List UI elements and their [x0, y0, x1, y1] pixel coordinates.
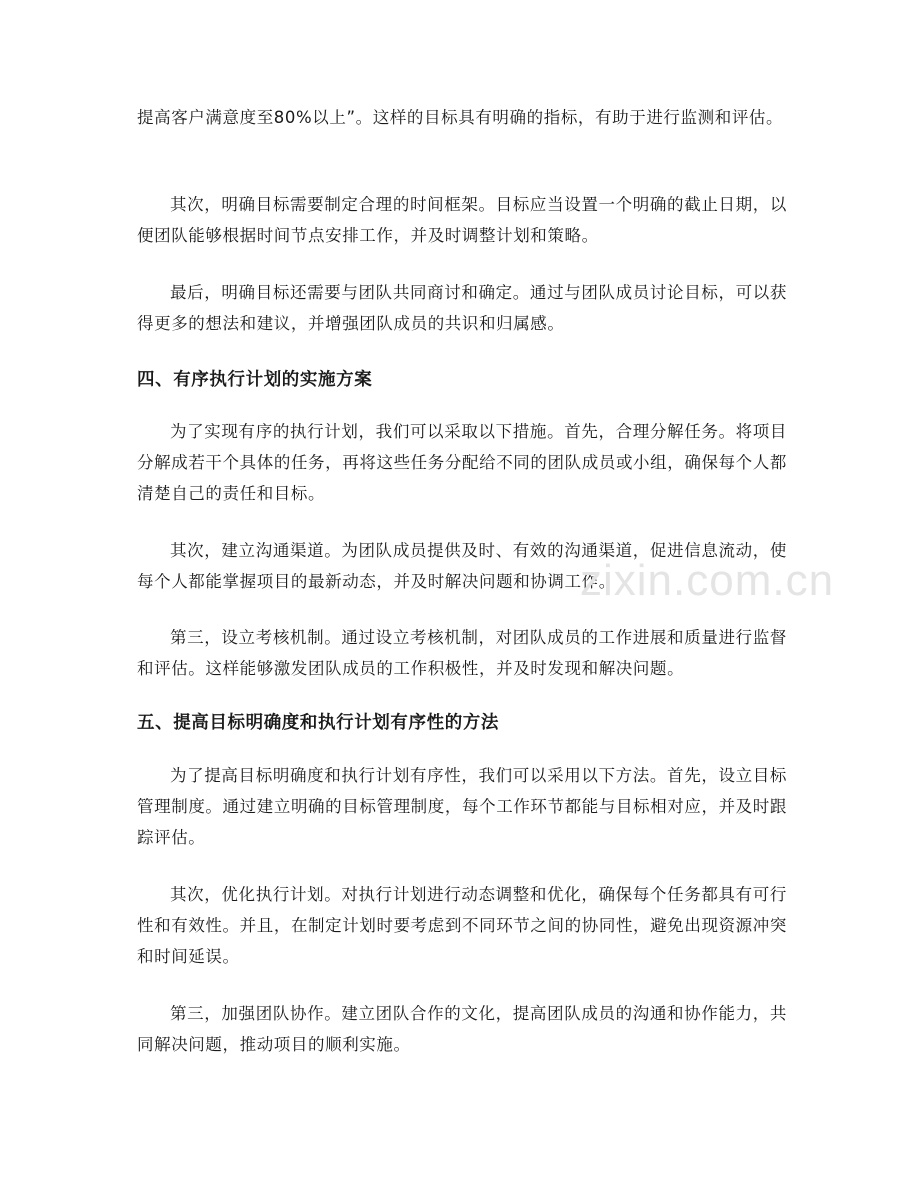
watermark: zixin.com.cn — [580, 556, 835, 605]
paragraph-time-frame: 其次，明确目标需要制定合理的时间框架。目标应当设置一个明确的截止日期，以便团队能够根据时间节点安排工作，并及时调整计划和策略。 — [137, 195, 787, 245]
paragraph-optimize-plan: 其次，优化执行计划。对执行计划进行动态调整和优化，确保每个任务都具有可行性和有效性。并且，在制定计划时要考虑到不同环节之间的协同性，避免出现资源冲突和时间延误。 — [137, 885, 787, 966]
paragraph-task-breakdown: 为了实现有序的执行计划，我们可以采取以下措施。首先，合理分解任务。将项目分解成若干个具体的任务，再将这些任务分配给不同的团队成员或小组，确保每个人都清楚自己的责任和目标。 — [137, 422, 787, 503]
paragraph-goal-management: 为了提高目标明确度和执行计划有序性，我们可以采用以下方法。首先，设立目标管理制度。通过建立明确的目标管理制度，每个工作环节都能与目标相对应，并及时跟踪评估。 — [137, 766, 787, 847]
paragraph-assessment-mechanism: 第三，设立考核机制。通过设立考核机制，对团队成员的工作进展和质量进行监督和评估。这样能够激发团队成员的工作积极性，并及时发现和解决问题。 — [137, 628, 787, 678]
paragraph-satisfaction-target: 提高客户满意度至80%以上”。这样的目标具有明确的指标，有助于进行监测和评估。 — [137, 108, 784, 127]
section-heading-four: 四、有序执行计划的实施方案 — [137, 370, 373, 390]
paragraph-team-collaboration: 第三，加强团队协作。建立团队合作的文化，提高团队成员的沟通和协作能力，共同解决问题，推动项目的顺利实施。 — [137, 1004, 787, 1054]
paragraph-team-discussion: 最后，明确目标还需要与团队共同商讨和确定。通过与团队成员讨论目标，可以获得更多的想法和建议，并增强团队成员的共识和归属感。 — [137, 283, 787, 333]
paragraph-communication-channel: 其次，建立沟通渠道。为团队成员提供及时、有效的沟通渠道，促进信息流动，使每个人都能掌握项目的最新动态，并及时解决问题和协调工作。 — [137, 541, 787, 591]
section-heading-five: 五、提高目标明确度和执行计划有序性的方法 — [137, 713, 499, 733]
